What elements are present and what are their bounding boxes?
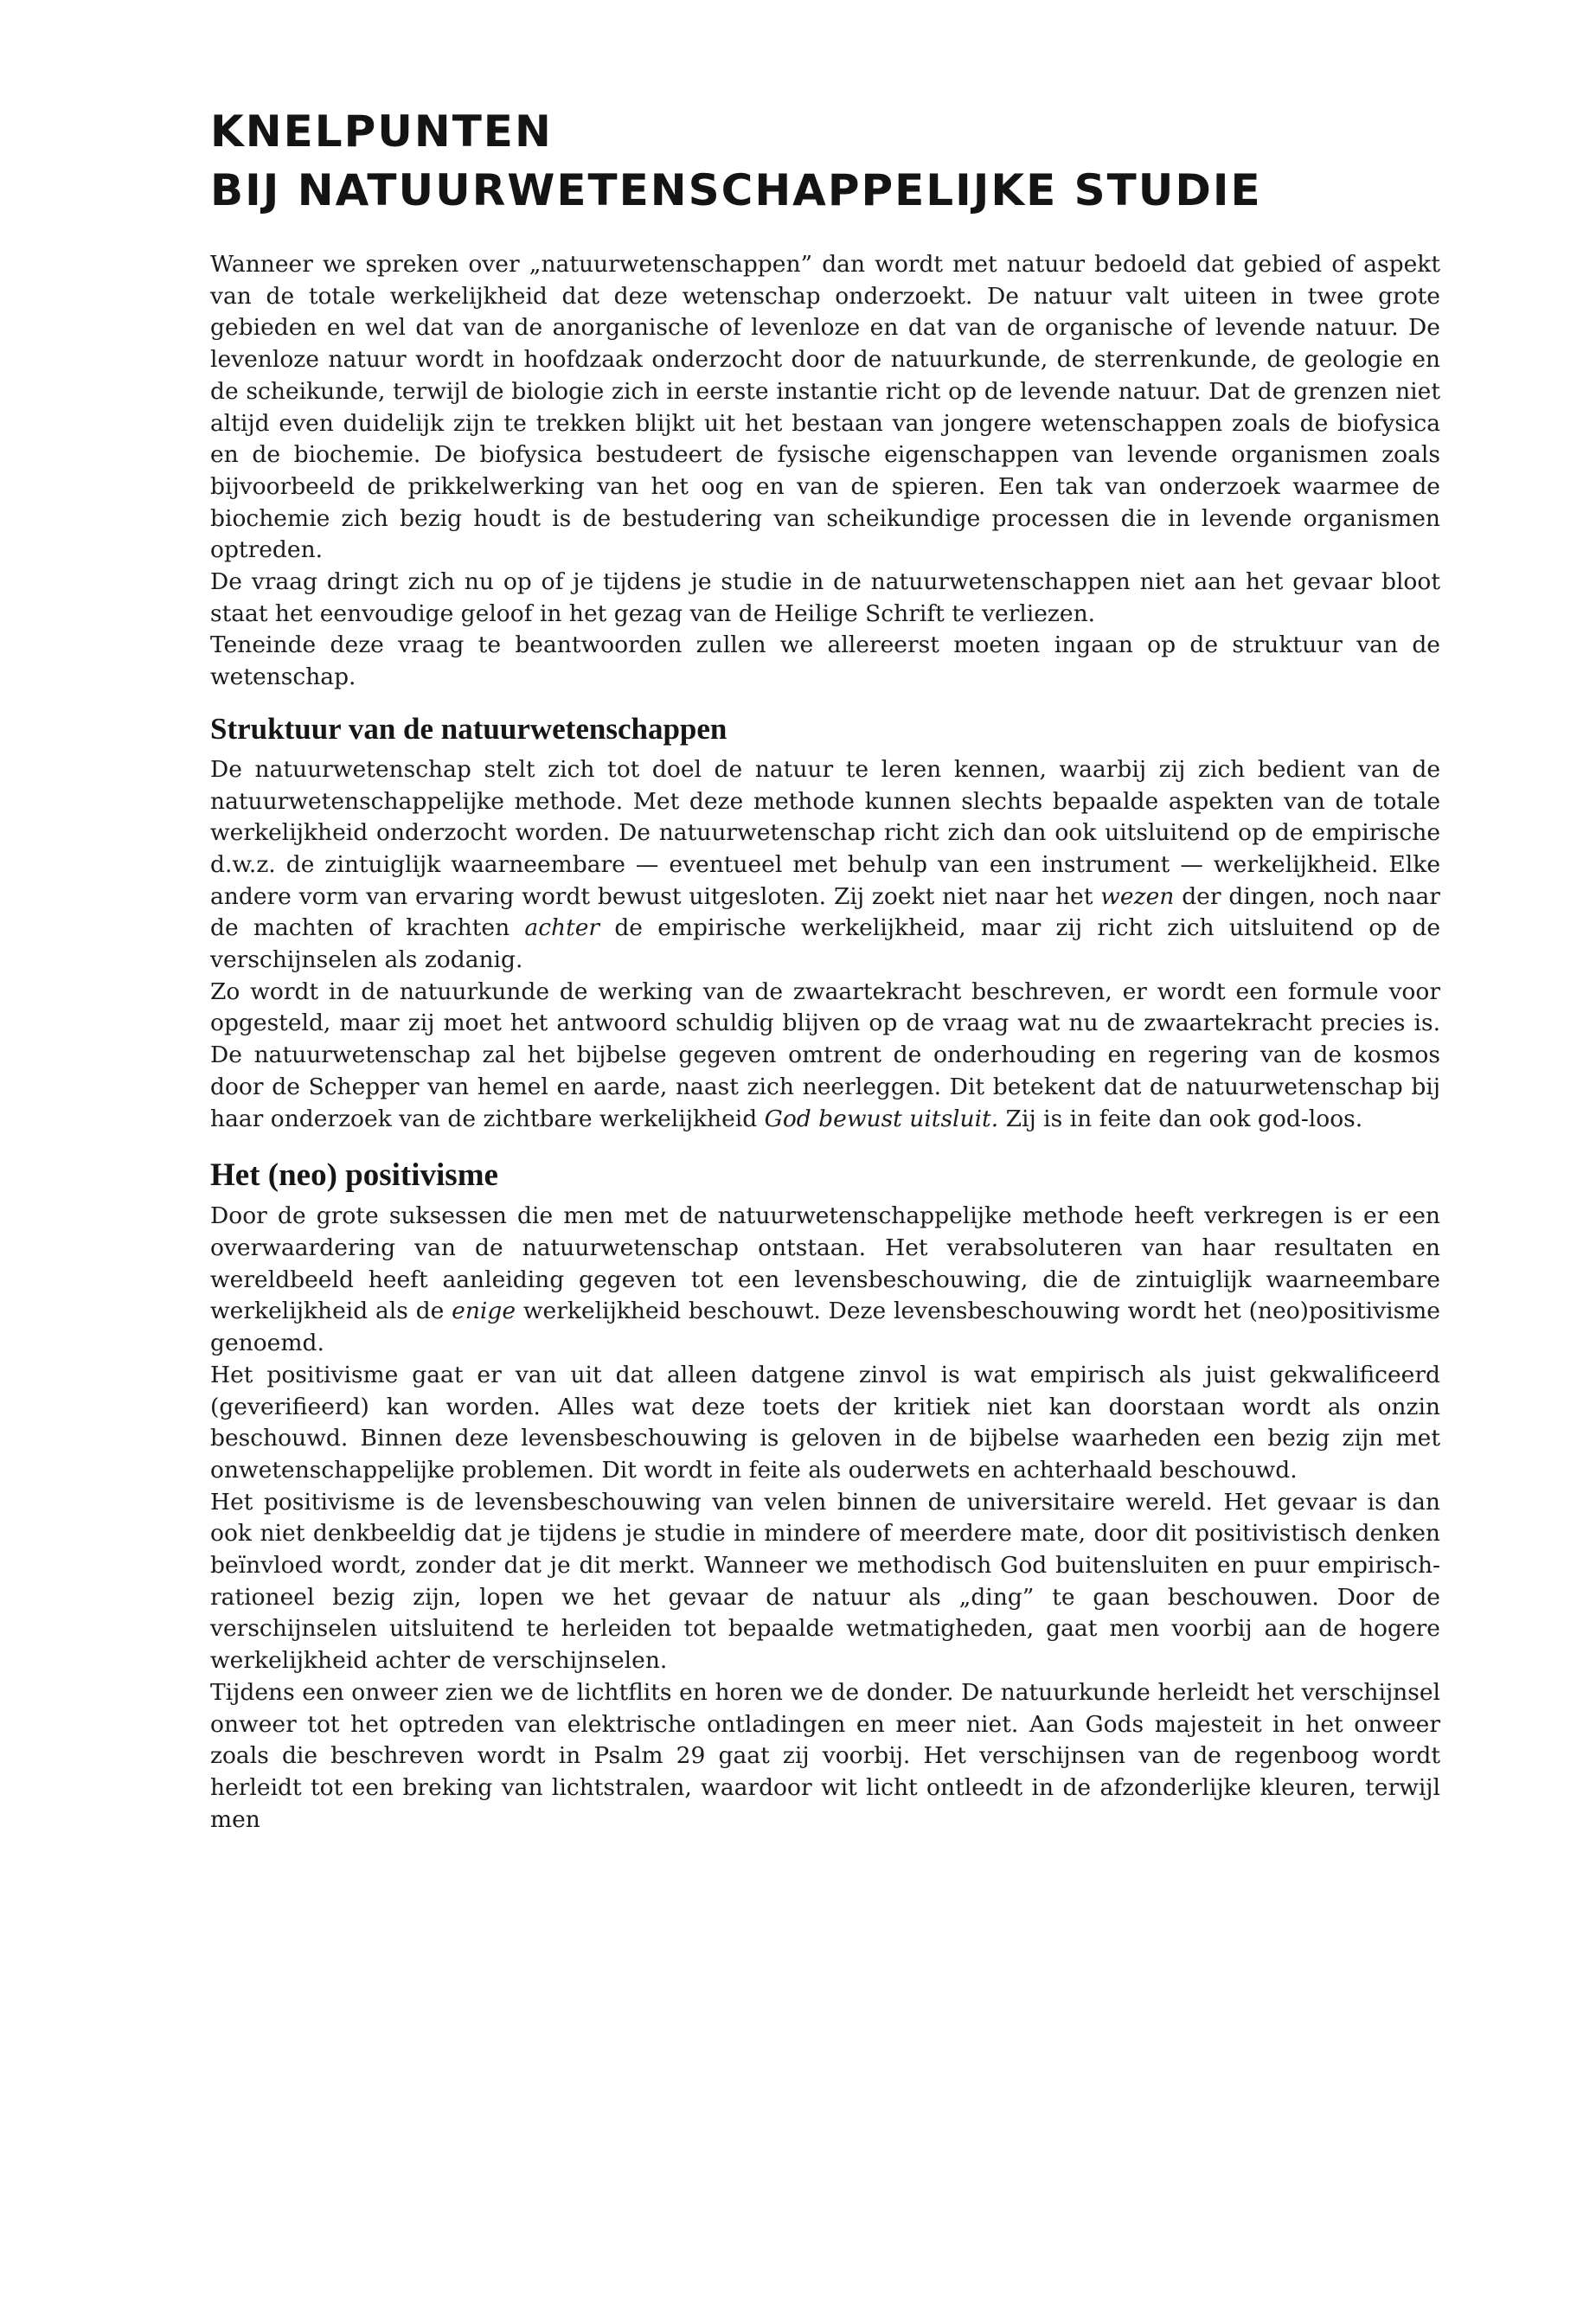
positivisme-paragraph-4: Tijdens een onweer zien we de lichtflits en horen we de donder. De natuurkunde herleidt het verschijnsel onweer tot het optreden van elektrische ontladingen en meer niet. Aan Gods majesteit in het onweer zoals die beschreven wordt in Psalm 29 gaat zij voorbij. Het verschijnsen van de regenboog wordt herleidt tot een breking van lichtstralen, waardoor wit licht ontleedt in de afzonderlijke kleuren, terwijl men: [210, 1678, 1440, 1833]
section-heading-positivisme: Het (neo) positivisme: [210, 1157, 498, 1194]
struktuur-paragraph-2: [210, 977, 1440, 1136]
intro-section: [210, 249, 1440, 694]
text-run: De natuurwetenschap stelt zich tot doel de natuur te leren kennen, waarbij zij zich bedient van de natuurwetenschappelijke methode. Met deze methode kunnen slechts bepaalde aspekten van de totale werkelijkheid onderzocht worden. De natuurwetenschap richt zich dan ook uitsluitend op de empirische d.w.z. de zintuiglijk waarneembare — eventueel met behulp van een instrument — werkelijkheid. Elke andere vorm van ervaring wordt bewust uitgesloten. Zij zoekt niet naar het: [210, 755, 1440, 910]
text-run: der dingen, noch naar de machten of krachten: [210, 882, 1440, 942]
title-line-1: KNELPUNTEN: [210, 106, 553, 157]
text-run: werkelijkheid beschouwt. Deze levensbeschouwing wordt het (neo)positivisme genoemd.: [210, 1298, 1440, 1357]
positivisme-paragraph-1: [210, 1201, 1440, 1360]
section-positivisme: [210, 1201, 1440, 1836]
positivisme-paragraph-3: Het positivisme is de levensbeschouwing van velen binnen de universitaire wereld. Het gevaar is dan ook niet denkbeeldig dat je tijdens je studie in mindere of meerdere mate, door dit positivistisch denken beïnvloed wordt, zonder dat je dit merkt. Wanneer we methodisch God buitensluiten en puur empirisch-rationeel bezig zijn, lopen we het gevaar de natuur als „ding” te gaan beschouwen. Door de verschijnselen uitsluitend te herleiden tot bepaalde wetmatigheden, gaat men voorbij aan de hogere werkelijkheid achter de verschijnselen.: [210, 1488, 1440, 1675]
article-title: [210, 102, 1440, 220]
emphasis-god-bewust-uitsluit: God bewust uitsluit.: [764, 1105, 999, 1132]
intro-paragraph-3: Teneinde deze vraag te beantwoorden zullen we allereerst moeten ingaan op de struktuur van de wetenschap.: [210, 631, 1440, 691]
emphasis-achter: achter: [524, 914, 600, 942]
section-heading-struktuur: Struktuur van de natuurwetenschappen: [210, 711, 727, 746]
text-run: de empirische werkelijkheid, maar zij richt zich uitsluitend op de verschijnselen als zodanig.: [210, 914, 1441, 974]
emphasis-wezen: wezen: [1100, 882, 1175, 910]
text-run: Zij is in feite dan ook god-loos.: [1005, 1105, 1363, 1132]
struktuur-paragraph-1: [210, 754, 1440, 977]
section-struktuur: [210, 754, 1440, 1135]
title-line-2: BIJ NATUURWETENSCHAPPELIJKE STUDIE: [210, 165, 1262, 215]
intro-paragraph-2: De vraag dringt zich nu op of je tijdens je studie in de natuurwetenschappen niet aan het gevaar bloot staat het eenvoudige geloof in het gezag van de Heilige Schrift te verliezen.: [210, 568, 1440, 627]
text-run: Zo wordt in de natuurkunde de werking van de zwaartekracht beschreven, er wordt een formule voor opgesteld, maar zij moet het antwoord schuldig blijven op de vraag wat nu de zwaartekracht precies is. De natuurwetenschap zal het bijbelse gegeven omtrent de onderhouding en regering van de kosmos door de Schepper van hemel en aarde, naast zich neerleggen. Dit betekent dat de natuurwetenschap bij haar onderzoek van de zichtbare werkelijkheid: [210, 977, 1440, 1132]
emphasis-enige: enige: [452, 1298, 516, 1325]
positivisme-paragraph-2: Het positivisme gaat er van uit dat alleen datgene zinvol is wat empirisch als juist gekwalificeerd (geverifieerd) kan worden. Alles wat deze toets der kritiek niet kan doorstaan wordt als onzin beschouwd. Binnen deze levensbeschouwing is geloven in de bijbelse waarheden een bezig zijn met onwetenschappelijke problemen. Dit wordt in feite als ouderwets en achterhaald beschouwd.: [210, 1361, 1440, 1484]
intro-paragraph-1: Wanneer we spreken over „natuurwetenschappen” dan wordt met natuur bedoeld dat gebied of aspekt van de totale werkelijkheid dat deze wetenschap onderzoekt. De natuur valt uiteen in twee grote gebieden en wel dat van de anorganische of levenloze en dat van de organische of levende natuur. De levenloze natuur wordt in hoofdzaak onderzocht door de natuurkunde, de sterrenkunde, de geologie en de scheikunde, terwijl de biologie zich in eerste instantie richt op de levende natuur. Dat de grenzen niet altijd even duidelijk zijn te trekken blijkt uit het bestaan van jongere wetenschappen zoals de biofysica en de biochemie. De biofysica bestudeert de fysische eigenschappen van levende organismen zoals bijvoorbeeld de prikkelwerking van het oog en van de spieren. Een tak van onderzoek waarmee de biochemie zich bezig houdt is de bestudering van scheikundige processen die in levende organismen optreden.: [210, 251, 1440, 564]
text-run: Door de grote suksessen die men met de natuurwetenschappelijke methode heeft verkregen is er een overwaardering van de natuurwetenschap ontstaan. Het verabsoluteren van haar resultaten en wereldbeeld heeft aanleiding gegeven tot een levensbeschouwing, die de zintuiglijk waarneembare werkelijkheid als de: [210, 1202, 1440, 1325]
